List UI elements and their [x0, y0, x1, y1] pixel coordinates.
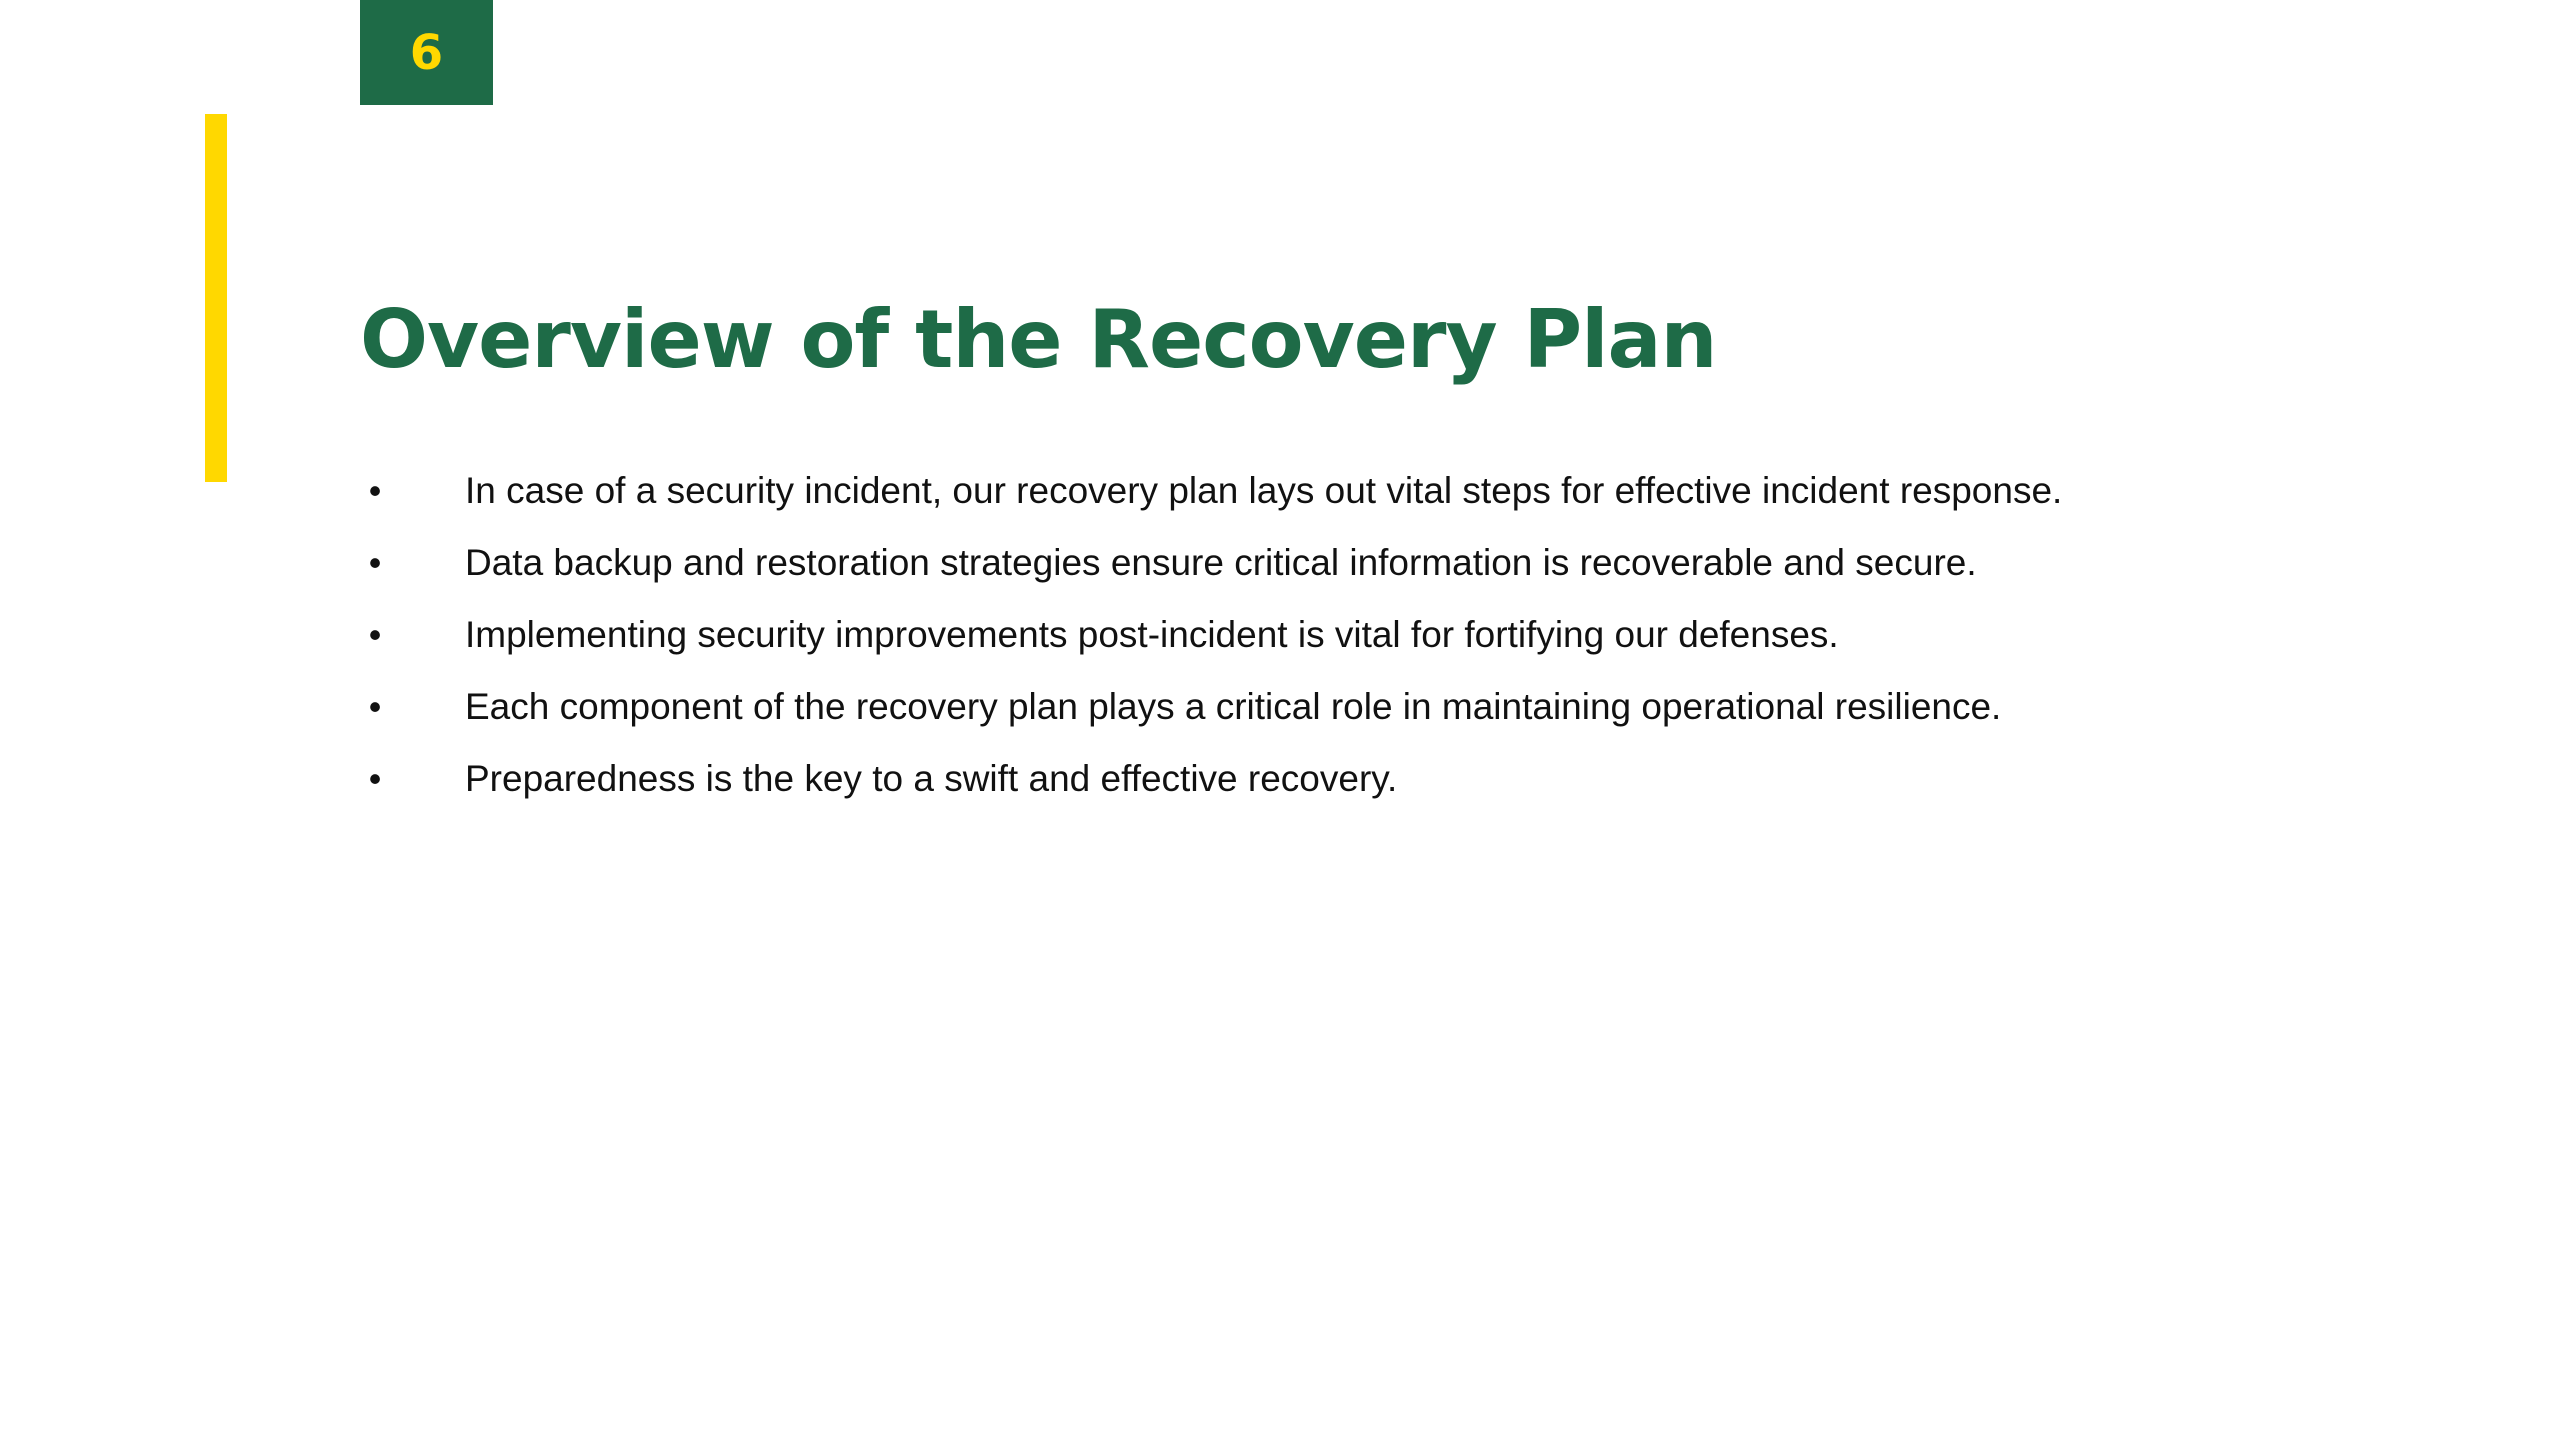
bullet-item	[360, 671, 2360, 743]
bullet-icon: •	[368, 758, 382, 799]
bullet-icon: •	[368, 542, 382, 583]
bullet-item	[360, 527, 2360, 599]
bullet-text: In case of a security incident, our recovery plan lays out vital steps for effective incident response.	[465, 470, 2063, 511]
slide-number-badge	[360, 0, 493, 105]
bullet-text: Each component of the recovery plan plays a critical role in maintaining operational resilience.	[465, 686, 2002, 727]
bullet-list	[360, 455, 2360, 815]
bullet-item	[360, 743, 2360, 815]
bullet-icon: •	[368, 686, 382, 727]
bullet-text: Data backup and restoration strategies ensure critical information is recoverable and secure.	[465, 542, 1977, 583]
bullet-item	[360, 599, 2360, 671]
slide-title: Overview of the Recovery Plan	[360, 293, 1717, 386]
bullet-text: Preparedness is the key to a swift and effective recovery.	[465, 758, 1398, 799]
bullet-item	[360, 455, 2360, 527]
bullet-text: Implementing security improvements post-incident is vital for fortifying our defenses.	[465, 614, 1839, 655]
bullet-icon: •	[368, 614, 382, 655]
bullet-icon: •	[368, 470, 382, 511]
accent-bar	[205, 114, 227, 482]
slide-number: 6	[409, 24, 444, 81]
